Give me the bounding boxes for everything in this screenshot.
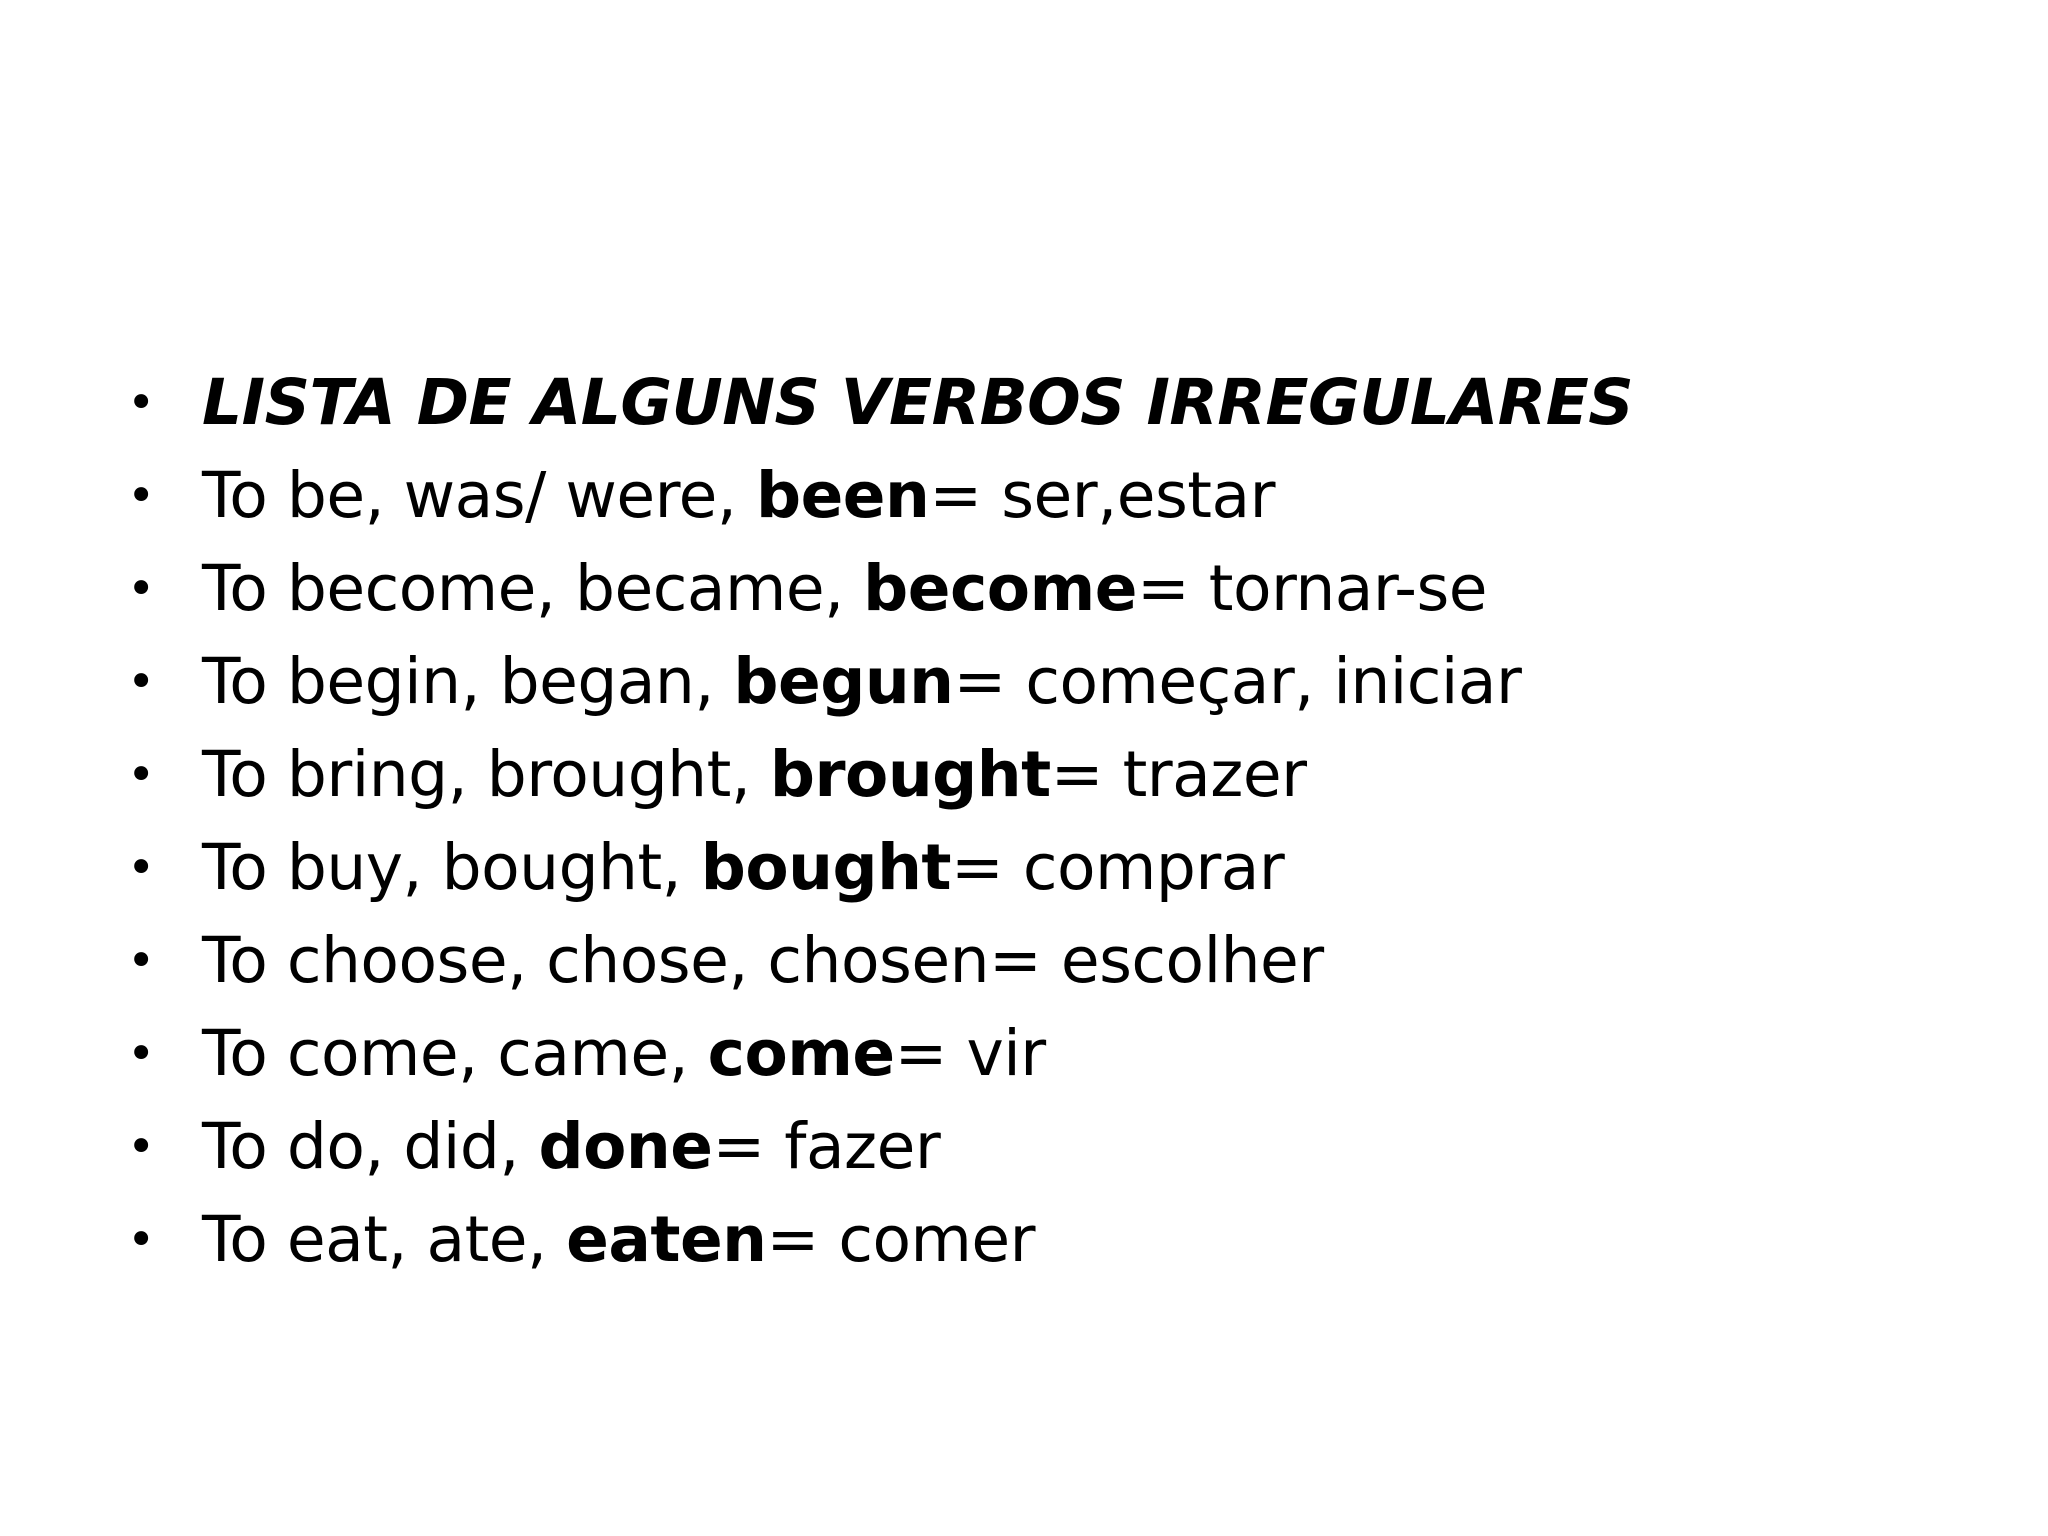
list-item: [0, 729, 2048, 821]
verb-forms: To come, came,: [202, 1017, 708, 1090]
bullet-icon: •: [127, 933, 155, 989]
verb-line: [202, 729, 1307, 821]
verb-forms: To bring, brought,: [202, 738, 770, 811]
past-participle: begun: [733, 645, 954, 718]
verb-translation: = começar, iniciar: [953, 645, 1522, 718]
bullet-icon: •: [127, 1119, 155, 1175]
verb-line: [202, 1101, 940, 1193]
verb-forms: To buy, bought,: [202, 831, 701, 904]
verb-line: [202, 636, 1521, 728]
list-item: [0, 822, 2048, 914]
list-item: [0, 915, 2048, 1007]
list-item: [0, 1194, 2048, 1286]
verb-line: [202, 822, 1284, 914]
past-participle: come: [707, 1017, 895, 1090]
verb-translation: = fazer: [712, 1110, 941, 1183]
list-heading-item: [0, 357, 2048, 449]
bullet-icon: •: [127, 1212, 155, 1268]
past-participle: eaten: [566, 1203, 767, 1276]
verb-forms: To become, became,: [202, 552, 864, 625]
verb-forms: To eat, ate,: [202, 1203, 567, 1276]
verb-forms: To begin, began,: [202, 645, 734, 718]
verb-translation: = trazer: [1050, 738, 1307, 811]
verb-translation: = tornar-se: [1136, 552, 1488, 625]
list-item: [0, 543, 2048, 635]
verb-forms: To be, was/ were,: [202, 459, 756, 532]
bullet-icon: •: [127, 375, 155, 431]
verb-translation: = ser,estar: [929, 459, 1276, 532]
list-heading: LISTA DE ALGUNS VERBOS IRREGULARES: [202, 366, 1634, 439]
bullet-icon: •: [127, 1026, 155, 1082]
bullet-icon: •: [127, 747, 155, 803]
bullet-icon: •: [127, 468, 155, 524]
verb-line: [202, 450, 1275, 542]
list-item: [0, 636, 2048, 728]
past-participle: become: [863, 552, 1137, 625]
verb-line: [202, 915, 1324, 1007]
bullet-icon: •: [127, 561, 155, 617]
verb-forms: To do, did,: [202, 1110, 539, 1183]
verb-line: [202, 1008, 1046, 1100]
past-participle: been: [755, 459, 930, 532]
list-item: [0, 1101, 2048, 1193]
bullet-icon: •: [127, 840, 155, 896]
bullet-icon: •: [127, 654, 155, 710]
list-item: [0, 1008, 2048, 1100]
past-participle: bought: [700, 831, 952, 904]
list-item: [0, 450, 2048, 542]
verb-line: [202, 1194, 1035, 1286]
verb-translation: = comer: [766, 1203, 1036, 1276]
verb-translation: = comprar: [951, 831, 1285, 904]
past-participle: brought: [769, 738, 1051, 811]
past-participle: done: [538, 1110, 713, 1183]
verb-forms: To choose, chose, chosen= escolher: [202, 924, 1324, 997]
verb-translation: = vir: [894, 1017, 1046, 1090]
verb-line: [202, 543, 1487, 635]
